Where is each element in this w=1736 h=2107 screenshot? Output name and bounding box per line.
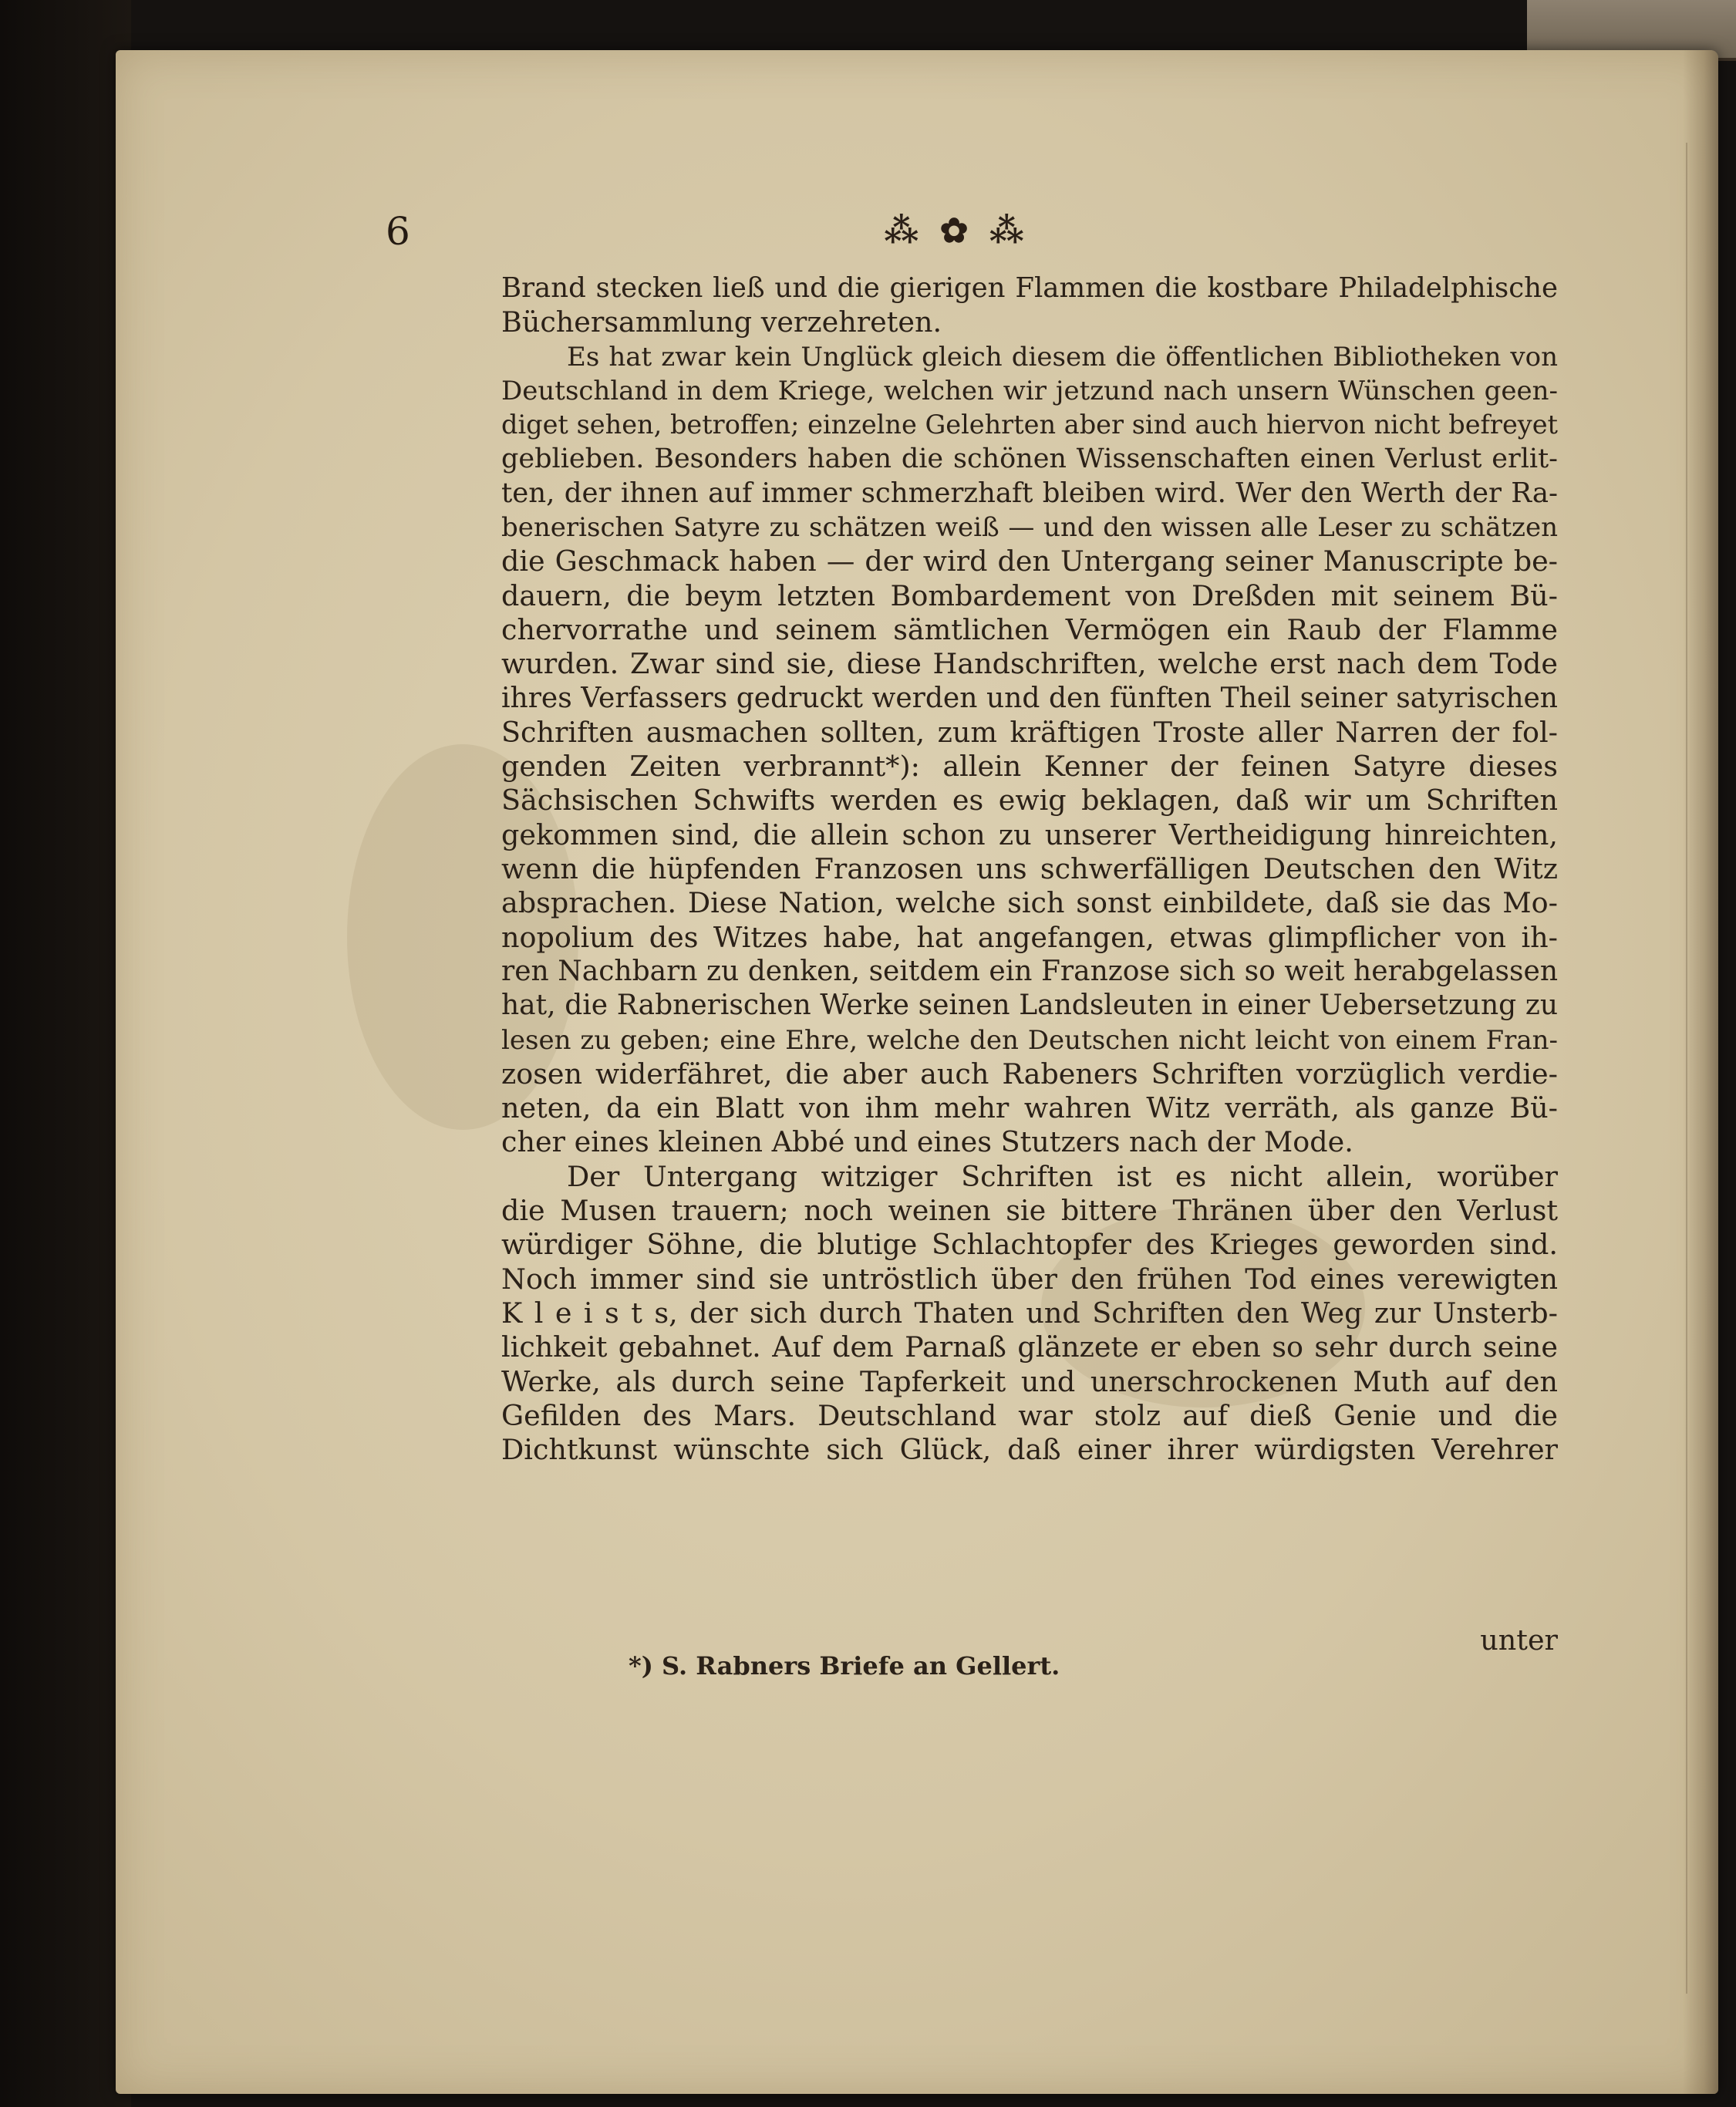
text-line: dauern, die beym letzten Bombardement von Dreßden mit seinem Bü- xyxy=(501,578,1558,612)
text-line: wurden. Zwar sind sie, diese Handschriften, welche erst nach dem Tode xyxy=(501,647,1558,681)
text-line: diget sehen, betroffen; einzelne Gelehrten aber sind auch hiervon nicht befreyet xyxy=(501,410,1558,440)
text-line: Noch immer sind sie untröstlich über den frühen Tod eines verewigten xyxy=(501,1262,1558,1296)
scan-backdrop xyxy=(0,0,131,2107)
text-line: Büchersammlung verzehreten. xyxy=(501,305,942,339)
text-line: zosen widerfähret, die aber auch Rabeners Schriften vorzüglich verdie- xyxy=(501,1057,1558,1091)
text-line: Der Untergang witziger Schriften ist es nicht allein, worüber xyxy=(567,1159,1558,1193)
text-line: Dichtkunst wünschte sich Glück, daß einer ihrer würdigsten Verehrer xyxy=(501,1433,1558,1467)
text-line: ihres Verfassers gedruckt werden und den fünften Theil seiner satyrischen xyxy=(501,682,1558,714)
text-line: chervorrathe und seinem sämtlichen Vermögen ein Raub der Flamme xyxy=(501,612,1558,646)
text-line: K l e i s t s, der sich durch Thaten und Schriften den Weg zur Unsterb- xyxy=(501,1296,1558,1330)
body-text xyxy=(501,271,1558,1467)
page-number: 6 xyxy=(386,209,410,254)
text-line: würdiger Söhne, die blutige Schlachtopfer des Krieges geworden sind. xyxy=(501,1228,1558,1262)
running-header xyxy=(386,208,1558,262)
text-line: gekommen sind, die allein schon zu unserer Vertheidigung hinreichten, xyxy=(501,818,1558,851)
page-crease xyxy=(1686,143,1687,1994)
text-line: Schriften ausmachen sollten, zum kräftigen Troste aller Narren der fol- xyxy=(501,715,1558,749)
text-line: lichkeit gebahnet. Auf dem Parnaß glänzete er eben so sehr durch seine xyxy=(501,1330,1558,1364)
text-line: benerischen Satyre zu schätzen weiß — und den wissen alle Leser zu schätzen xyxy=(501,512,1558,544)
text-line: geblieben. Besonders haben die schönen Wissenschaften einen Verlust erlit- xyxy=(501,443,1558,475)
text-line: Deutschland in dem Kriege, welchen wir jetzund nach unsern Wünschen geen- xyxy=(501,375,1558,406)
text-line: Gefilden des Mars. Deutschland war stolz auf dieß Genie und die xyxy=(501,1398,1558,1432)
text-line: ten, der ihnen auf immer schmerzhaft bleiben wird. Wer den Werth der Ra- xyxy=(501,477,1558,509)
text-line: hat, die Rabnerischen Werke seinen Landsleuten in einer Uebersetzung zu xyxy=(501,989,1558,1022)
text-line: neten, da ein Blatt von ihm mehr wahren Witz verräth, als ganze Bü- xyxy=(501,1091,1558,1125)
text-line: wenn die hüpfenden Franzosen uns schwerfälligen Deutschen den Witz xyxy=(501,852,1558,886)
page-edge-shadow xyxy=(1683,50,1718,2094)
text-line: Werke, als durch seine Tapferkeit und unerschrockenen Muth auf den xyxy=(501,1364,1558,1398)
text-line: die Musen trauern; noch weinen sie bittere Thränen über den Verlust xyxy=(501,1194,1558,1228)
text-line: nopolium des Witzes habe, hat angefangen, etwas glimpflicher von ih- xyxy=(501,920,1558,954)
text-line: ren Nachbarn zu denken, seitdem ein Franzose sich so weit herabgelassen xyxy=(501,955,1558,987)
text-line: absprachen. Diese Nation, welche sich sonst einbildete, daß sie das Mo- xyxy=(501,886,1558,920)
text-line: lesen zu geben; eine Ehre, welche den Deutschen nicht leicht von einem Fran- xyxy=(501,1024,1558,1056)
header-ornament: ⁂ ✿ ⁂ xyxy=(884,211,1029,251)
text-line: Es hat zwar kein Unglück gleich diesem die öffentlichen Bibliotheken von xyxy=(567,341,1558,373)
text-line: genden Zeiten verbrannt*): allein Kenner der feinen Satyre dieses xyxy=(501,750,1558,784)
catchword: unter xyxy=(1480,1623,1558,1657)
text-line: cher eines kleinen Abbé und eines Stutzers nach der Mode. xyxy=(501,1125,1353,1159)
text-line: Sächsischen Schwifts werden es ewig beklagen, daß wir um Schriften xyxy=(501,784,1558,818)
text-line: Brand stecken ließ und die gierigen Flammen die kostbare Philadelphische xyxy=(501,272,1558,304)
footnote: *) S. Rabners Briefe an Gellert. xyxy=(629,1651,1060,1681)
text-line: die Geschmack haben — der wird den Untergang seiner Manuscripte be- xyxy=(501,544,1558,578)
